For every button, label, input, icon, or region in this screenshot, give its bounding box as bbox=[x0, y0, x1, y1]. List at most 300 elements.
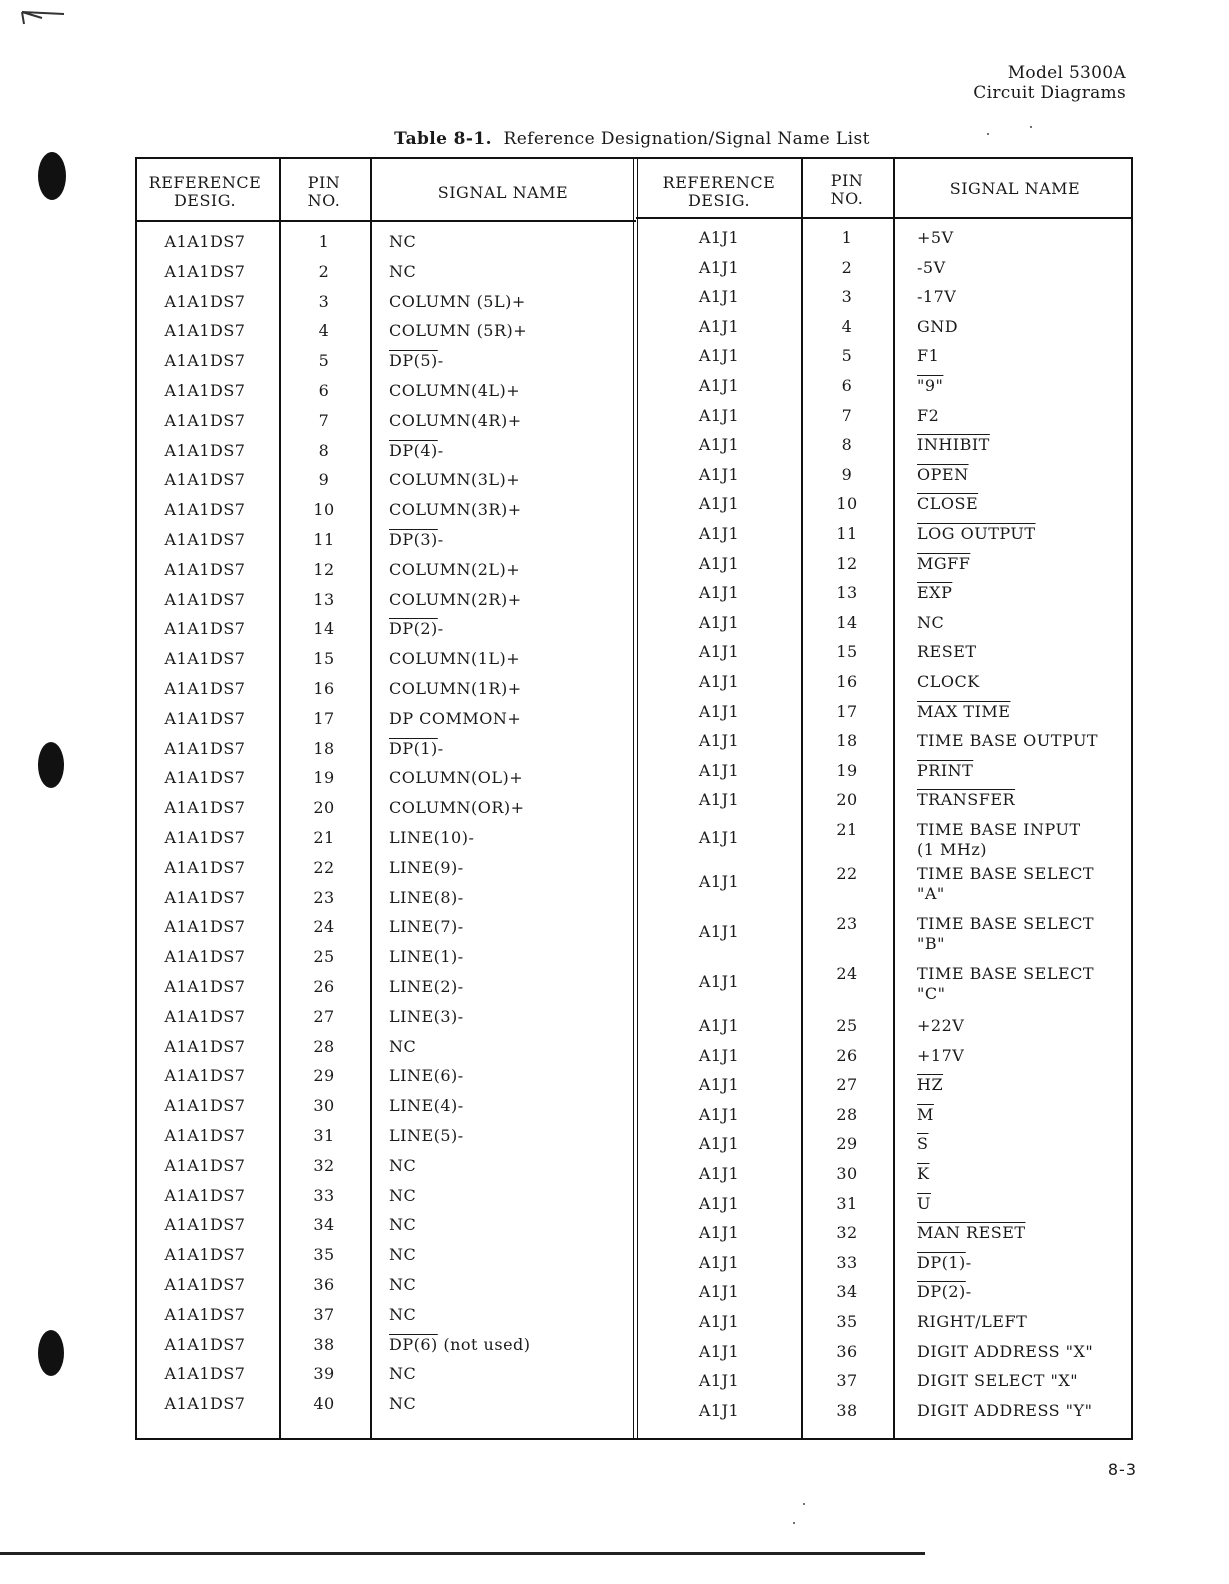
left-pin-number: 35 bbox=[313, 1245, 335, 1265]
signal-name-text: OPEN bbox=[917, 464, 969, 484]
left-pin-number: 32 bbox=[313, 1155, 335, 1175]
right-ref-desig: A1J1 bbox=[698, 701, 740, 721]
right-ref-desig: A1J1 bbox=[698, 828, 740, 847]
signal-name-text: NC bbox=[389, 261, 417, 281]
signal-name-text: COLUMN(2R)+ bbox=[389, 589, 522, 609]
left-signal-name bbox=[389, 1187, 416, 1205]
left-ref-desig: A1A1DS7 bbox=[164, 679, 246, 698]
right-signal-name bbox=[917, 1135, 928, 1153]
right-pin-number: 14 bbox=[836, 612, 858, 632]
signal-name-text: $\overline{U}$ bbox=[917, 1193, 931, 1213]
right-pin-number: 19 bbox=[836, 760, 858, 780]
right-signal-name bbox=[917, 965, 1094, 1003]
signal-name-text: +5V bbox=[917, 228, 954, 247]
left-pin-number: 39 bbox=[313, 1364, 335, 1384]
right-ref-desig: A1J1 bbox=[698, 553, 740, 573]
signal-suffix: (not used) bbox=[437, 1334, 531, 1354]
left-signal-name bbox=[389, 1127, 464, 1145]
left-signal-name bbox=[389, 1306, 416, 1324]
table-number: Table 8-1. bbox=[394, 129, 492, 149]
right-ref-desig: A1J1 bbox=[698, 1045, 740, 1065]
right-signal-name bbox=[917, 1047, 964, 1065]
right-pin-number: 21 bbox=[836, 820, 858, 839]
right-pin-number: 25 bbox=[836, 1016, 858, 1035]
signal-name-text: NC bbox=[917, 612, 945, 632]
page-header bbox=[973, 63, 1126, 103]
punch-hole-top bbox=[38, 152, 66, 200]
signal-name-text: CLOCK bbox=[917, 672, 980, 691]
signal-name-line2: "B" bbox=[917, 934, 945, 953]
signal-name-text: COLUMN(3R)+ bbox=[389, 500, 522, 520]
left-signal-name bbox=[389, 1246, 416, 1264]
left-signal-name bbox=[389, 740, 444, 758]
signal-name-text: DP(6) bbox=[389, 1334, 438, 1354]
scan-speck bbox=[803, 1503, 805, 1505]
right-pin-number: 36 bbox=[836, 1341, 858, 1361]
header-pin-right: PIN NO. bbox=[830, 171, 864, 208]
right-pin-number: 10 bbox=[836, 494, 858, 514]
right-signal-name bbox=[917, 1106, 934, 1124]
left-ref-desig: A1A1DS7 bbox=[164, 857, 246, 877]
right-pin-number: 31 bbox=[836, 1193, 858, 1213]
signal-suffix: - bbox=[437, 619, 444, 639]
column-divider bbox=[801, 159, 803, 1438]
left-signal-name bbox=[389, 263, 416, 281]
signal-name-line2: "C" bbox=[917, 984, 946, 1003]
left-ref-desig: A1A1DS7 bbox=[164, 500, 246, 520]
left-signal-name bbox=[389, 1276, 416, 1294]
left-ref-desig: A1A1DS7 bbox=[164, 1155, 246, 1175]
right-signal-name bbox=[917, 495, 978, 513]
reference-table bbox=[135, 157, 1133, 1440]
left-ref-desig: A1A1DS7 bbox=[164, 530, 246, 549]
right-ref-desig: A1J1 bbox=[698, 1164, 740, 1183]
header-signal-left: SIGNAL NAME bbox=[437, 183, 569, 202]
left-pin-number: 26 bbox=[313, 977, 335, 996]
right-ref-desig: A1J1 bbox=[698, 464, 740, 484]
right-ref-desig: A1J1 bbox=[698, 922, 740, 941]
signal-suffix: - bbox=[437, 440, 444, 460]
signal-name-text: MAX TIME bbox=[917, 701, 1011, 721]
right-signal-name bbox=[917, 525, 1036, 543]
left-pin-number: 38 bbox=[313, 1334, 335, 1354]
left-signal-name bbox=[389, 561, 520, 579]
left-signal-name bbox=[389, 1097, 464, 1115]
right-pin-number: 30 bbox=[836, 1164, 858, 1183]
right-pin-number: 17 bbox=[836, 701, 858, 721]
right-signal-name bbox=[917, 1076, 943, 1094]
signal-suffix: - bbox=[965, 1282, 972, 1302]
left-signal-name bbox=[389, 591, 522, 609]
right-pin-number: 28 bbox=[836, 1104, 858, 1124]
right-signal-name bbox=[917, 673, 980, 691]
left-ref-desig: A1A1DS7 bbox=[164, 1036, 246, 1056]
right-ref-desig: A1J1 bbox=[698, 583, 740, 603]
right-pin-number: 15 bbox=[836, 642, 858, 662]
right-signal-name bbox=[917, 762, 973, 780]
left-signal-name bbox=[389, 650, 520, 668]
right-signal-name bbox=[917, 1372, 1078, 1390]
left-signal-name bbox=[389, 918, 464, 936]
signal-name-text: DIGIT ADDRESS "X" bbox=[917, 1341, 1094, 1361]
left-pin-number: 40 bbox=[313, 1394, 335, 1414]
right-signal-name bbox=[917, 1343, 1093, 1361]
left-pin-number: 1 bbox=[318, 232, 330, 251]
left-ref-desig: A1A1DS7 bbox=[164, 1215, 246, 1235]
left-ref-desig: A1A1DS7 bbox=[164, 708, 246, 728]
left-pin-number: 37 bbox=[313, 1304, 335, 1324]
right-ref-desig: A1J1 bbox=[698, 760, 740, 780]
table-title: Reference Designation/Signal Name List bbox=[503, 129, 870, 149]
signal-name-text: RIGHT/LEFT bbox=[917, 1312, 1028, 1331]
signal-name-text: TIME BASE OUTPUT bbox=[917, 731, 1099, 751]
left-signal-name bbox=[389, 620, 444, 638]
left-pin-number: 14 bbox=[313, 619, 335, 639]
left-pin-number: 8 bbox=[318, 440, 330, 460]
right-pin-number: 35 bbox=[836, 1312, 858, 1331]
left-ref-desig: A1A1DS7 bbox=[164, 559, 246, 579]
section-label: Circuit Diagrams bbox=[973, 83, 1126, 103]
signal-name-text: DP(2) bbox=[917, 1282, 966, 1302]
right-signal-name bbox=[917, 732, 1098, 750]
signal-name-text: TIME BASE SELECT bbox=[917, 864, 1095, 883]
right-ref-desig: A1J1 bbox=[698, 1400, 740, 1420]
right-ref-desig: A1J1 bbox=[698, 1134, 740, 1154]
left-pin-number: 7 bbox=[318, 410, 330, 430]
left-pin-number: 13 bbox=[313, 589, 335, 609]
table-caption bbox=[0, 129, 1229, 149]
signal-name-text: DP(3) bbox=[389, 530, 438, 549]
signal-name-text: COLUMN(OR)+ bbox=[389, 798, 525, 818]
right-signal-name bbox=[917, 791, 1015, 809]
signal-name-text: NC bbox=[389, 1185, 417, 1205]
right-signal-name bbox=[917, 643, 977, 661]
right-signal-name bbox=[917, 407, 939, 425]
center-divider bbox=[633, 159, 638, 1438]
signal-name-text: LINE(8)- bbox=[389, 887, 464, 907]
right-pin-number: 2 bbox=[841, 257, 853, 277]
left-signal-name bbox=[389, 1216, 416, 1234]
left-signal-name bbox=[389, 1067, 464, 1085]
punch-hole-bottom bbox=[38, 1330, 64, 1376]
right-ref-desig: A1J1 bbox=[698, 1193, 740, 1213]
left-pin-number: 31 bbox=[313, 1126, 335, 1145]
right-ref-desig: A1J1 bbox=[698, 1075, 740, 1095]
left-signal-name bbox=[389, 1336, 531, 1354]
signal-name-text: LINE(6)- bbox=[389, 1066, 464, 1086]
signal-name-text: $\overline{K}$ bbox=[917, 1164, 930, 1183]
signal-name-text: NC bbox=[389, 1364, 417, 1384]
signal-name-text: COLUMN(3L)+ bbox=[389, 470, 521, 490]
signal-name-text: DP(1) bbox=[389, 738, 438, 758]
left-ref-desig: A1A1DS7 bbox=[164, 649, 246, 669]
left-pin-number: 22 bbox=[313, 857, 335, 877]
left-signal-name bbox=[389, 442, 444, 460]
signal-suffix: - bbox=[437, 530, 444, 549]
right-signal-name bbox=[917, 436, 990, 454]
right-pin-number: 1 bbox=[841, 228, 853, 247]
right-signal-name bbox=[917, 1402, 1092, 1420]
page-number: 8-3 bbox=[1107, 1460, 1137, 1479]
right-ref-desig: A1J1 bbox=[698, 1104, 740, 1124]
right-signal-name bbox=[917, 1254, 972, 1272]
signal-name-line2: (1 MHz) bbox=[917, 840, 988, 859]
signal-name-text: COLUMN (5L)+ bbox=[389, 291, 526, 311]
signal-name-text: "9" bbox=[917, 376, 944, 395]
right-ref-desig: A1J1 bbox=[698, 257, 740, 277]
left-signal-name bbox=[389, 501, 522, 519]
signal-name-text: RESET bbox=[917, 642, 977, 662]
left-ref-desig: A1A1DS7 bbox=[164, 321, 246, 341]
left-ref-desig: A1A1DS7 bbox=[164, 1304, 246, 1324]
left-ref-desig: A1A1DS7 bbox=[164, 261, 246, 281]
signal-name-text: +17V bbox=[917, 1045, 965, 1065]
left-signal-name bbox=[389, 710, 521, 728]
signal-name-text: $\overline{HZ}$ bbox=[917, 1075, 944, 1095]
left-signal-name bbox=[389, 948, 464, 966]
left-ref-desig: A1A1DS7 bbox=[164, 589, 246, 609]
left-ref-desig: A1A1DS7 bbox=[164, 232, 246, 251]
right-pin-number: 34 bbox=[836, 1282, 858, 1302]
left-ref-desig: A1A1DS7 bbox=[164, 470, 246, 490]
model-label: Model 5300A bbox=[1007, 63, 1126, 83]
column-divider bbox=[279, 159, 281, 1438]
right-pin-number: 29 bbox=[836, 1134, 858, 1154]
right-ref-desig: A1J1 bbox=[698, 376, 740, 395]
header-rule-left bbox=[137, 220, 636, 222]
left-signal-name bbox=[389, 471, 520, 489]
right-ref-desig: A1J1 bbox=[698, 790, 740, 810]
right-pin-number: 12 bbox=[836, 553, 858, 573]
left-signal-name bbox=[389, 412, 522, 430]
signal-name-text: -5V bbox=[917, 257, 946, 277]
left-ref-desig: A1A1DS7 bbox=[164, 1066, 246, 1086]
right-signal-name bbox=[917, 1313, 1027, 1331]
left-signal-name bbox=[389, 978, 464, 996]
right-signal-name bbox=[917, 584, 952, 602]
left-signal-name bbox=[389, 531, 444, 549]
signal-name-text: NC bbox=[389, 232, 417, 251]
right-pin-number: 4 bbox=[841, 316, 853, 336]
left-signal-name bbox=[389, 352, 444, 370]
left-pin-number: 3 bbox=[318, 291, 330, 311]
right-ref-desig: A1J1 bbox=[698, 1016, 740, 1035]
right-ref-desig: A1J1 bbox=[698, 612, 740, 632]
punch-hole-middle bbox=[38, 742, 64, 788]
signal-name-text: CLOSE bbox=[917, 494, 979, 514]
signal-name-text: LINE(4)- bbox=[389, 1096, 464, 1116]
left-pin-number: 27 bbox=[313, 1006, 335, 1026]
left-signal-name bbox=[389, 382, 520, 400]
signal-name-text: TIME BASE INPUT bbox=[917, 820, 1081, 839]
right-pin-number: 9 bbox=[841, 464, 853, 484]
signal-name-text: DP(1) bbox=[917, 1252, 966, 1272]
left-pin-number: 16 bbox=[313, 679, 335, 698]
right-pin-number: 27 bbox=[836, 1075, 858, 1095]
left-ref-desig: A1A1DS7 bbox=[164, 1185, 246, 1205]
right-signal-name bbox=[917, 1283, 972, 1301]
left-signal-name bbox=[389, 799, 525, 817]
left-pin-number: 17 bbox=[313, 708, 335, 728]
column-divider bbox=[370, 159, 372, 1438]
right-pin-number: 33 bbox=[836, 1252, 858, 1272]
signal-name-text: LINE(9)- bbox=[389, 857, 464, 877]
signal-name-text: DP(5) bbox=[389, 351, 438, 371]
right-pin-number: 23 bbox=[836, 914, 858, 933]
right-ref-desig: A1J1 bbox=[698, 405, 740, 425]
left-ref-desig: A1A1DS7 bbox=[164, 1006, 246, 1026]
signal-name-text: NC bbox=[389, 1155, 417, 1175]
left-pin-number: 34 bbox=[313, 1215, 335, 1235]
signal-name-text: DIGIT SELECT "X" bbox=[917, 1371, 1079, 1391]
left-pin-number: 15 bbox=[313, 649, 335, 669]
signal-name-text: COLUMN(OL)+ bbox=[389, 768, 524, 788]
signal-name-text: LINE(7)- bbox=[389, 917, 464, 937]
left-ref-desig: A1A1DS7 bbox=[164, 828, 246, 847]
right-signal-name bbox=[917, 1224, 1026, 1242]
left-pin-number: 11 bbox=[313, 530, 335, 549]
signal-name-text: PRINT bbox=[917, 760, 974, 780]
signal-name-text: COLUMN(1L)+ bbox=[389, 649, 521, 669]
signal-name-text: $\overline{S}$ bbox=[917, 1134, 929, 1154]
right-pin-number: 26 bbox=[836, 1045, 858, 1065]
left-pin-number: 29 bbox=[313, 1066, 335, 1086]
signal-name-text: MAN RESET bbox=[917, 1223, 1026, 1243]
signal-name-text: COLUMN(2L)+ bbox=[389, 559, 521, 579]
right-signal-name bbox=[917, 555, 970, 573]
left-signal-name bbox=[389, 859, 464, 877]
left-pin-number: 10 bbox=[313, 500, 335, 520]
left-pin-number: 23 bbox=[313, 887, 335, 907]
signal-name-text: -17V bbox=[917, 287, 957, 307]
signal-name-text: COLUMN (5R)+ bbox=[389, 321, 528, 341]
right-ref-desig: A1J1 bbox=[698, 435, 740, 455]
right-signal-name bbox=[917, 1017, 964, 1035]
signal-name-text: NC bbox=[389, 1215, 417, 1235]
signal-suffix: - bbox=[965, 1252, 972, 1272]
right-pin-number: 5 bbox=[841, 346, 853, 366]
right-ref-desig: A1J1 bbox=[698, 642, 740, 662]
right-signal-name bbox=[917, 703, 1010, 721]
signal-name-text: COLUMN(1R)+ bbox=[389, 679, 522, 698]
right-pin-number: 11 bbox=[836, 524, 858, 543]
left-ref-desig: A1A1DS7 bbox=[164, 887, 246, 907]
left-signal-name bbox=[389, 1365, 416, 1383]
left-ref-desig: A1A1DS7 bbox=[164, 1394, 246, 1414]
right-signal-name bbox=[917, 865, 1094, 903]
signal-name-text: TIME BASE SELECT bbox=[917, 914, 1095, 933]
left-signal-name bbox=[389, 1395, 416, 1413]
right-pin-number: 24 bbox=[836, 964, 858, 983]
right-ref-desig: A1J1 bbox=[698, 972, 740, 991]
left-ref-desig: A1A1DS7 bbox=[164, 1275, 246, 1294]
signal-name-text: NC bbox=[389, 1245, 417, 1265]
left-ref-desig: A1A1DS7 bbox=[164, 291, 246, 311]
right-pin-number: 8 bbox=[841, 435, 853, 455]
left-pin-number: 19 bbox=[313, 768, 335, 788]
signal-name-text: DP(2) bbox=[389, 619, 438, 639]
signal-name-text: DP(4) bbox=[389, 440, 438, 460]
left-pin-number: 5 bbox=[318, 351, 330, 371]
left-signal-name bbox=[389, 1038, 416, 1056]
header-pin-left: PIN NO. bbox=[307, 173, 341, 210]
header-signal-right: SIGNAL NAME bbox=[949, 179, 1081, 198]
left-pin-number: 12 bbox=[313, 559, 335, 579]
right-signal-name bbox=[917, 1195, 931, 1213]
left-pin-number: 33 bbox=[313, 1185, 335, 1205]
left-signal-name bbox=[389, 829, 474, 847]
header-ref-right: REFERENCE DESIG. bbox=[662, 173, 776, 210]
header-ref-left: REFERENCE DESIG. bbox=[148, 173, 262, 210]
left-signal-name bbox=[389, 1008, 464, 1026]
scan-speck bbox=[793, 1522, 795, 1524]
right-pin-number: 6 bbox=[841, 376, 853, 395]
right-pin-number: 7 bbox=[841, 405, 853, 425]
right-pin-number: 38 bbox=[836, 1400, 858, 1420]
bottom-rule bbox=[0, 1552, 925, 1555]
right-signal-name bbox=[917, 288, 956, 306]
left-ref-desig: A1A1DS7 bbox=[164, 440, 246, 460]
signal-name-text: NC bbox=[389, 1394, 417, 1414]
right-signal-name bbox=[917, 1165, 929, 1183]
left-signal-name bbox=[389, 889, 464, 907]
left-signal-name bbox=[389, 233, 416, 251]
left-pin-number: 25 bbox=[313, 947, 335, 967]
left-ref-desig: A1A1DS7 bbox=[164, 619, 246, 639]
signal-name-text: NC bbox=[389, 1304, 417, 1324]
left-ref-desig: A1A1DS7 bbox=[164, 977, 246, 996]
left-ref-desig: A1A1DS7 bbox=[164, 1096, 246, 1116]
left-ref-desig: A1A1DS7 bbox=[164, 381, 246, 400]
signal-name-text: TIME BASE SELECT bbox=[917, 964, 1095, 983]
left-ref-desig: A1A1DS7 bbox=[164, 947, 246, 967]
signal-name-text: TRANSFER bbox=[917, 790, 1016, 810]
left-pin-number: 9 bbox=[318, 470, 330, 490]
right-signal-name bbox=[917, 466, 969, 484]
left-ref-desig: A1A1DS7 bbox=[164, 798, 246, 818]
signal-name-text: GND bbox=[917, 316, 959, 336]
right-pin-number: 20 bbox=[836, 790, 858, 810]
left-pin-number: 36 bbox=[313, 1275, 335, 1294]
left-signal-name bbox=[389, 322, 527, 340]
right-signal-name bbox=[917, 377, 943, 395]
signal-name-text: LINE(3)- bbox=[389, 1006, 464, 1026]
right-ref-desig: A1J1 bbox=[698, 731, 740, 751]
left-pin-number: 24 bbox=[313, 917, 335, 937]
right-signal-name bbox=[917, 614, 944, 632]
right-ref-desig: A1J1 bbox=[698, 1252, 740, 1272]
signal-name-text: LINE(2)- bbox=[389, 977, 464, 996]
right-signal-name bbox=[917, 821, 1081, 859]
right-signal-name bbox=[917, 229, 954, 247]
signal-name-text: LINE(5)- bbox=[389, 1126, 464, 1145]
left-ref-desig: A1A1DS7 bbox=[164, 738, 246, 758]
left-signal-name bbox=[389, 769, 523, 787]
signal-name-text: NC bbox=[389, 1275, 417, 1294]
right-signal-name bbox=[917, 347, 939, 365]
right-ref-desig: A1J1 bbox=[698, 672, 740, 691]
left-ref-desig: A1A1DS7 bbox=[164, 351, 246, 371]
right-signal-name bbox=[917, 915, 1094, 953]
left-pin-number: 21 bbox=[313, 828, 335, 847]
right-pin-number: 37 bbox=[836, 1371, 858, 1391]
signal-name-text: DIGIT ADDRESS "Y" bbox=[917, 1400, 1093, 1420]
corner-mark bbox=[20, 10, 66, 26]
signal-name-text: +22V bbox=[917, 1016, 965, 1035]
signal-name-text: $\overline{EXP}$ bbox=[917, 583, 953, 603]
right-ref-desig: A1J1 bbox=[698, 1371, 740, 1391]
signal-name-text: NC bbox=[389, 1036, 417, 1056]
